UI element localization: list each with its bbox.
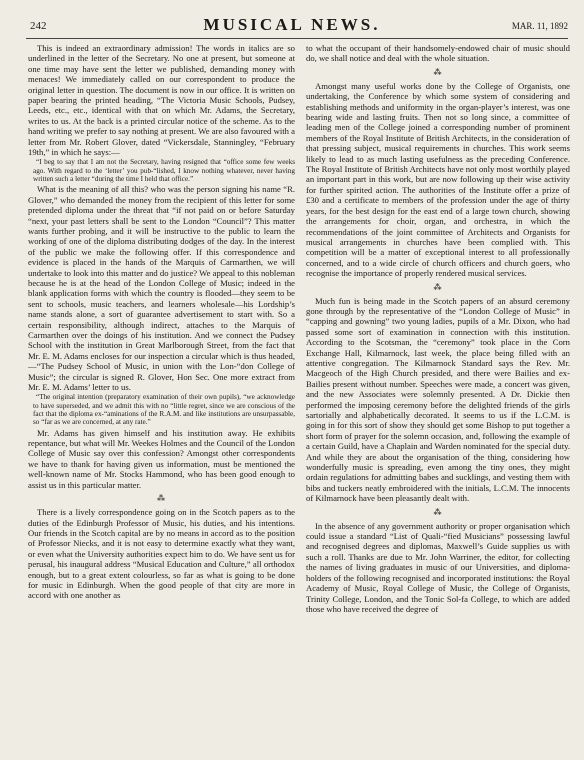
section-separator: ⁂: [433, 282, 443, 292]
article-paragraph: This is indeed an extraordinary admission! The words in italics are so underlined in the letter of the Secretary. No one at present, but someone at one time may have sent the letter we published, demanding money with menaces! We immediately called on our correspondent to produce the original letter in question. The document is now in our office. It is written on paper bearing the printed heading, “The Victoria Music Schools, Pudsey, Leeds, etc., etc., identical with that on which Mr. Adams, the Secretary, writes to us. At the back is a printed circular notice of the scheme. As to the hand writing we prefer to say nothing at present. We are also favoured with a letter from Mr. Robert Glover, dated “Vickersdale, Stanningley, “February 19th,” in which he says:—: [28, 43, 295, 158]
page-number: 242: [30, 20, 47, 32]
article-paragraph: Mr. Adams has given himself and his institution away. He exhibits repentance, but what will Mr. Weekes Holmes and the Council of the London College of Music say over this confession? Amongst other correspondents we have to thank for having given us information, must be mentioned the well-known name of Mr. Stocks Hammond, who has been good enough to assist us in this particular matter.: [28, 427, 295, 490]
article-paragraph: In the absence of any government authority or proper organisation which could issue a standard “List of Quali-“fied Musicians” possessing lawful and recognised degrees and diplomas, Maxwell’s Guide supplies us with such a roll. Thanks are due to Mr. John Warriner, the editor, for collecting the names of living graduates in music of our Universities, and diploma-holders of the following recognised and incorporated institutions: the Royal Academy of Music, Royal College of Music, the College of Organists, Trinity College, London, and the Tonic Sol-fa College, to which are added those who have received the degree of: [306, 520, 570, 614]
header-rule: [26, 38, 568, 39]
quoted-letter: “The original intention (preparatory examination of their own pupils), “we acknowledge to have superseded, and we admit this with no “little regret, since we are conscious of the fact that the diploma ex-“aminations of the R.A.M. and like institutions are unsurpassable, so “far as we are concerned, at any rate.”: [33, 393, 295, 427]
article-paragraph: to what the occupant of their handsomely-endowed chair of music should do, we shall notice and deal with the whole situation.: [306, 43, 570, 64]
quoted-letter: “I beg to say that I am not the Secretary, having resigned that “office some few weeks ago. With regard to the ‘letter’ you pub-“lished, I know nothing whatever, never having written such a letter “during the time I held that office.”: [33, 158, 295, 184]
section-separator: ⁂: [433, 507, 443, 517]
page-date: MAR. 11, 1892: [511, 21, 568, 31]
section-separator: ⁂: [157, 494, 166, 504]
article-paragraph: What is the meaning of all this? who was the person signing his name “R. Glover,” who demanded the money from the recipient of this letter for some pretended diploma under the threat that “if not paid on or before Saturday “next, your past letters shall be sent to the London “Council”? This matter wants further probing, and it will be instructive to the public to learn the working of one of the diploma distributing dodges of the day. In the interest of the public we make the following offer. If this correspondence and evidence is placed in the hands of the Marquis of Carmarthen, we will undertake to look into this matter and do justice? We appeal to this nobleman because he is at the head of the London College of Music; indeed in the blank application forms with which the country is flooded—they seem to be sent to schools, music teachers, and learners wholesale—his Lordship’s name stands alone, a sort of guarantee advertisement to start with. So a certain responsibility, although indirect, attaches to the Marquis of Carmarthen over the doings of his institution. And we connect the Pudsey School with the institution in Great Marlborough Street, from the fact that Mr. E. M. Adams encloses for our inspection a circular which is thus headed, —“The Pudsey School of Music, in union with the Lon-“don College of Music”; the circular is signed R. Glover, Hon Sec. One more extract from Mr. E. M. Adams’ letter to us.: [28, 184, 295, 393]
right-column: [306, 43, 570, 615]
article-paragraph: Amongst many useful works done by the College of Organists, one undertaking, the Conference by which some system of considering and establishing methods and uniformity in the organ-player’s interest, was one bearing wide and lasting fruits. Then not so long since, a committee of leading men of the College joined a corresponding number of prominent members of the Royal Institute of British Architects, in the consideration of that pressing subject, musical requirements in churches. This work seems likely to lead to as much lasting usefulness as the preceding Conference. The Royal Institute of British Architects have not only most worthily played an important part in this work, but are now following up their wise activity for further spirited action. The authorities of the Institute offer a prize of £30 and a certificate to members of the profession under the age of thirty years, for the best design for the east end of a large town church, showing the arrangements for choir, organ, and orchestra, in which the recommendations of the joint committee of Architects and Organists for musical arrangements in churches have been complied with. This competition will be a matter of exceptional interest to all professionally concerned, and to a wide circle of church officers and church goers, who recognise the importance of properly rendered musical services.: [306, 80, 570, 279]
left-column: [28, 43, 295, 602]
section-separator: ⁂: [433, 67, 443, 77]
running-title: MUSICAL NEWS.: [203, 15, 381, 34]
article-paragraph: There is a lively correspondence going on in the Scotch papers as to the duties of the Edinburgh Professor of Music, his duties, and his intentions. Our friends in the Scotch capital are by no means in accord as to the position of Professor Niecks, and it is not easy to determine exactly what they want, or even what the University authorities expect him to do. We have sent us for perusal, his inaugural address “Musical Education and Culture,” all orthodox enough, but to a great extent colourless, so far as what is going to be done for music in Edinburgh. When the good people of that city are more in accord with one another as: [28, 507, 295, 601]
article-paragraph: Much fun is being made in the Scotch papers of an absurd ceremony gone through by the representative of the “London College of Music” in “capping and gowning” two young ladies, pupils of a Mr. Dixon, who had passed some sort of examination in connection with this institution. According to the Scotsman, the “ceremony” took place in the Corn Exchange Hall, Kilmarnock, last week, the place being filled with an attentive congregation. The Kilmarnock Standard says the Rev. Mr. Macgeoch of the High Church presided, and there were Bailies and ex-Bailies present without number. Speeches were made, a concert was given, and the new Associates were solemnly presented. A Dr. Dickie then performed the imposing ceremony before the delighted friends of the girls sartorially and alphabetically decorated. It seems to us if the L.C.M. is going in for this sort of show they should get some Bishop to put together a short form of prayer for the solemn occasion, and, following the example of a certain Guild, have a Chaplain and Warden nominated for the special duty. And while they are about the organisation of the thing, considering how wonderfully music is spreading, even among the tiny ones, they might ordain regulations for admitting babes and sucklings, and vesting them with bibs and tuckers neatly embroidered with the initials, L.C.M. The innocents of Kilmarnock have been pleasantly dealt with.: [306, 295, 570, 504]
